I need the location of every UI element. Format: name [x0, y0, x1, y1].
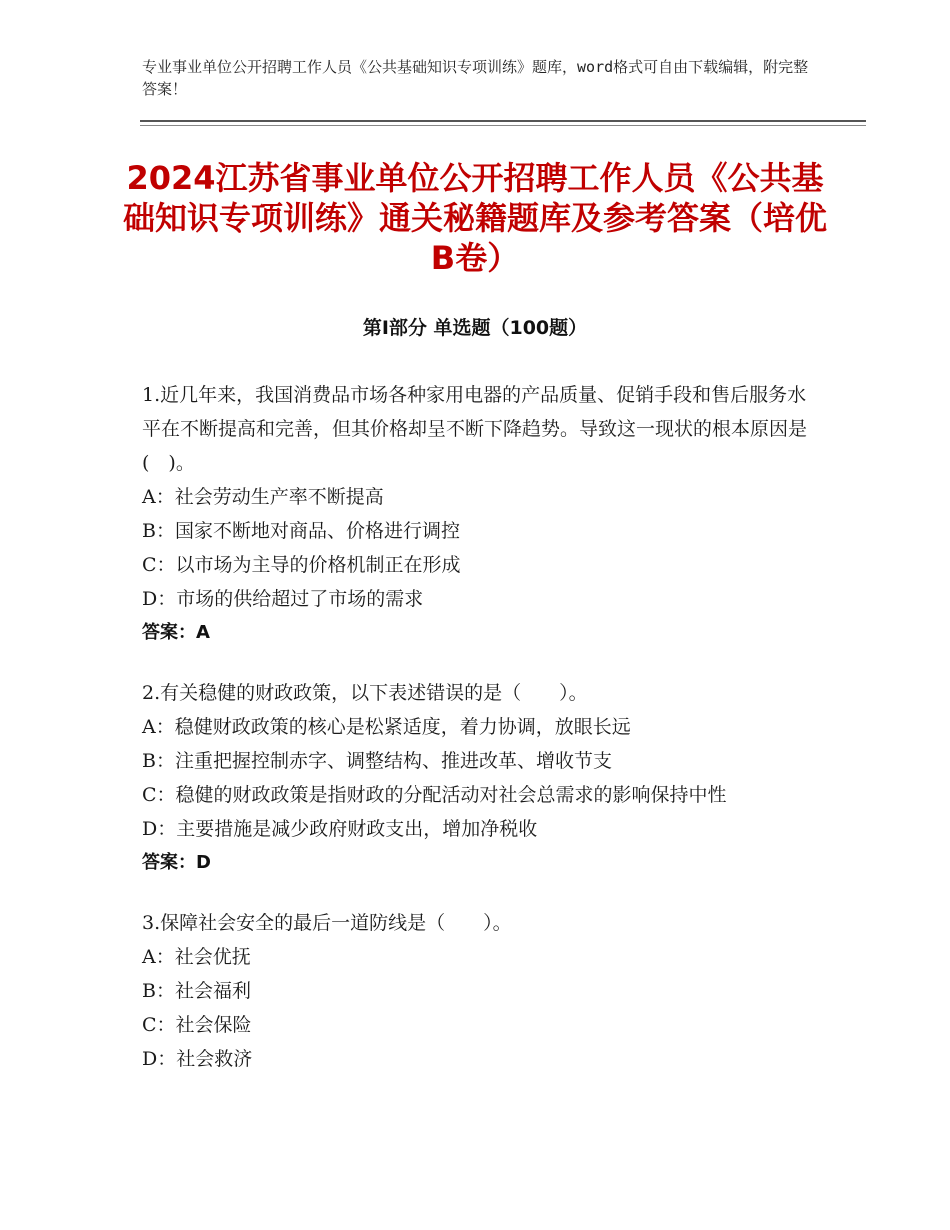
option-a: A：社会优抚	[142, 946, 251, 968]
header-rule-thick	[140, 120, 866, 122]
header-note: 专业事业单位公开招聘工作人员《公共基础知识专项训练》题库，word格式可自由下载编辑，附完整答案！	[142, 58, 809, 98]
answer: 答案：A	[142, 622, 210, 643]
option-c: C：以市场为主导的价格机制正在形成	[142, 554, 461, 576]
option-b: B：国家不断地对商品、价格进行调控	[142, 520, 460, 542]
option-a: A：稳健财政政策的核心是松紧适度，着力协调，放眼长远	[142, 716, 631, 738]
document-title: 2024江苏省事业单位公开招聘工作人员《公共基础知识专项训练》通关秘籍题库及参考答案（培优B卷）	[122, 159, 827, 277]
section-title: 第Ⅰ部分 单选题（100题）	[362, 317, 588, 339]
answer: 答案：D	[142, 852, 211, 873]
question-list	[142, 378, 822, 1102]
option-d: D：社会救济	[142, 1048, 253, 1070]
option-b: B：注重把握控制赤字、调整结构、推进改革、增收节支	[142, 750, 612, 772]
question-text: 3.保障社会安全的最后一道防线是（ ）。	[142, 912, 512, 934]
option-d: D：市场的供给超过了市场的需求	[142, 588, 424, 610]
header-rule-thin	[140, 125, 866, 126]
question-text: 2.有关稳健的财政政策，以下表述错误的是（ ）。	[142, 682, 588, 704]
option-b: B：社会福利	[142, 980, 251, 1002]
question-3	[142, 906, 822, 1076]
option-c: C：社会保险	[142, 1014, 252, 1036]
question-1	[142, 378, 822, 650]
option-c: C：稳健的财政政策是指财政的分配活动对社会总需求的影响保持中性	[142, 784, 727, 806]
question-2	[142, 676, 822, 880]
option-d: D：主要措施是减少政府财政支出，增加净税收	[142, 818, 538, 840]
question-text: 1.近几年来，我国消费品市场各种家用电器的产品质量、促销手段和售后服务水平在不断提高和完善，但其价格却呈不断下降趋势。导致这一现状的根本原因是( )。	[142, 384, 808, 474]
option-a: A：社会劳动生产率不断提高	[142, 486, 384, 508]
